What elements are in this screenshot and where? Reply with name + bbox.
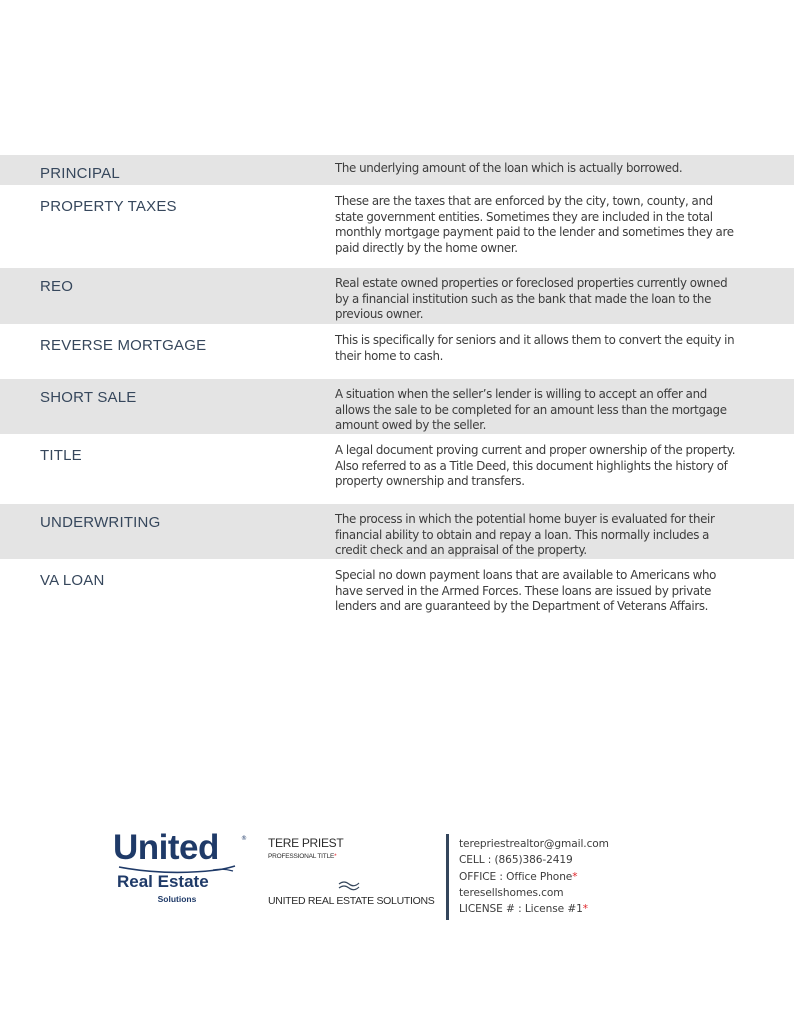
agent-info: [268, 836, 438, 907]
glossary-definition: The underlying amount of the loan which is actually borrowed.: [335, 161, 683, 175]
logo-wordmark-united: United: [113, 828, 219, 867]
office-label: OFFICE :: [459, 870, 507, 883]
license-number: License #1: [524, 903, 583, 916]
website-link[interactable]: teresellshomes.com: [459, 886, 564, 899]
glossary-term: PROPERTY TAXES: [40, 198, 177, 215]
glossary-definition: A legal document proving current and proper ownership of the property. Also referred to as a Title Deed, this document highlights the history of property ownership and transfers.: [335, 443, 736, 488]
glossary-term: SHORT SALE: [40, 389, 137, 406]
wave-icon: [338, 880, 360, 892]
company-name: UNITED REAL ESTATE SOLUTIONS: [268, 895, 435, 907]
agent-name: TERE PRIEST: [268, 836, 344, 850]
glossary-definition: A situation when the seller’s lender is willing to accept an offer and allows the sale to be completed for an amount less than the mortgage amount owed by the seller.: [335, 387, 727, 432]
license-label: LICENSE # :: [459, 903, 525, 916]
company-logo: [113, 830, 248, 910]
glossary-term: REO: [40, 278, 74, 295]
glossary-definition: These are the taxes that are enforced by the city, town, county, and state government entities. Sometimes they are included in the total monthly mortgage payment paid to the lender and sometimes they are paid directly by the home owner.: [335, 194, 734, 255]
email-link[interactable]: terepriestrealtor@gmail.com: [459, 838, 609, 850]
contact-cell: [459, 852, 609, 868]
glossary-definition: This is specifically for seniors and it allows them to convert the equity in their home to cash.: [335, 333, 735, 363]
footer-divider: [446, 834, 449, 920]
logo-wordmark-solutions: Solutions: [157, 894, 197, 904]
glossary-row: [0, 185, 794, 268]
required-marker: *: [582, 903, 588, 916]
office-number[interactable]: Office Phone: [506, 870, 573, 883]
glossary-table: [0, 155, 794, 649]
logo-wordmark-real-estate: Real Estate: [117, 872, 209, 891]
agent-title: [268, 853, 438, 860]
agent-title-text: PROFESSIONAL TITLE: [268, 853, 335, 860]
glossary-definition: Special no down payment loans that are available to Americans who have served in the Armed Forces. These loans are issued by private lenders and are guaranteed by the Department of Veterans Affairs.: [335, 568, 717, 613]
contact-email[interactable]: [459, 836, 609, 852]
glossary-row: [0, 559, 794, 649]
glossary-term: REVERSE MORTGAGE: [40, 337, 207, 354]
required-marker: *: [572, 870, 578, 883]
registered-mark: ®: [241, 835, 247, 842]
contact-office: [459, 869, 609, 885]
glossary-term: UNDERWRITING: [40, 514, 161, 531]
required-marker: *: [334, 853, 337, 860]
glossary-term: PRINCIPAL: [40, 165, 120, 182]
glossary-definition: Real estate owned properties or foreclosed properties currently owned by a financial institution such as the bank that made the loan to the previous owner.: [335, 276, 728, 321]
contact-website[interactable]: [459, 885, 609, 901]
glossary-term: TITLE: [40, 447, 82, 464]
contact-info: [459, 836, 609, 917]
glossary-row: [0, 434, 794, 504]
glossary-row: [0, 379, 794, 434]
contact-license: [459, 901, 609, 917]
glossary-row: [0, 324, 794, 379]
glossary-term: VA LOAN: [40, 572, 105, 589]
agent-footer: [0, 830, 794, 930]
glossary-row: [0, 155, 794, 185]
cell-number[interactable]: (865)386-2419: [494, 854, 573, 867]
cell-label: CELL :: [459, 854, 495, 867]
glossary-row: [0, 268, 794, 324]
glossary-row: [0, 504, 794, 559]
glossary-definition: The process in which the potential home buyer is evaluated for their financial ability to obtain and repay a loan. This normally includes a credit check and an appraisal of the property.: [335, 512, 715, 557]
